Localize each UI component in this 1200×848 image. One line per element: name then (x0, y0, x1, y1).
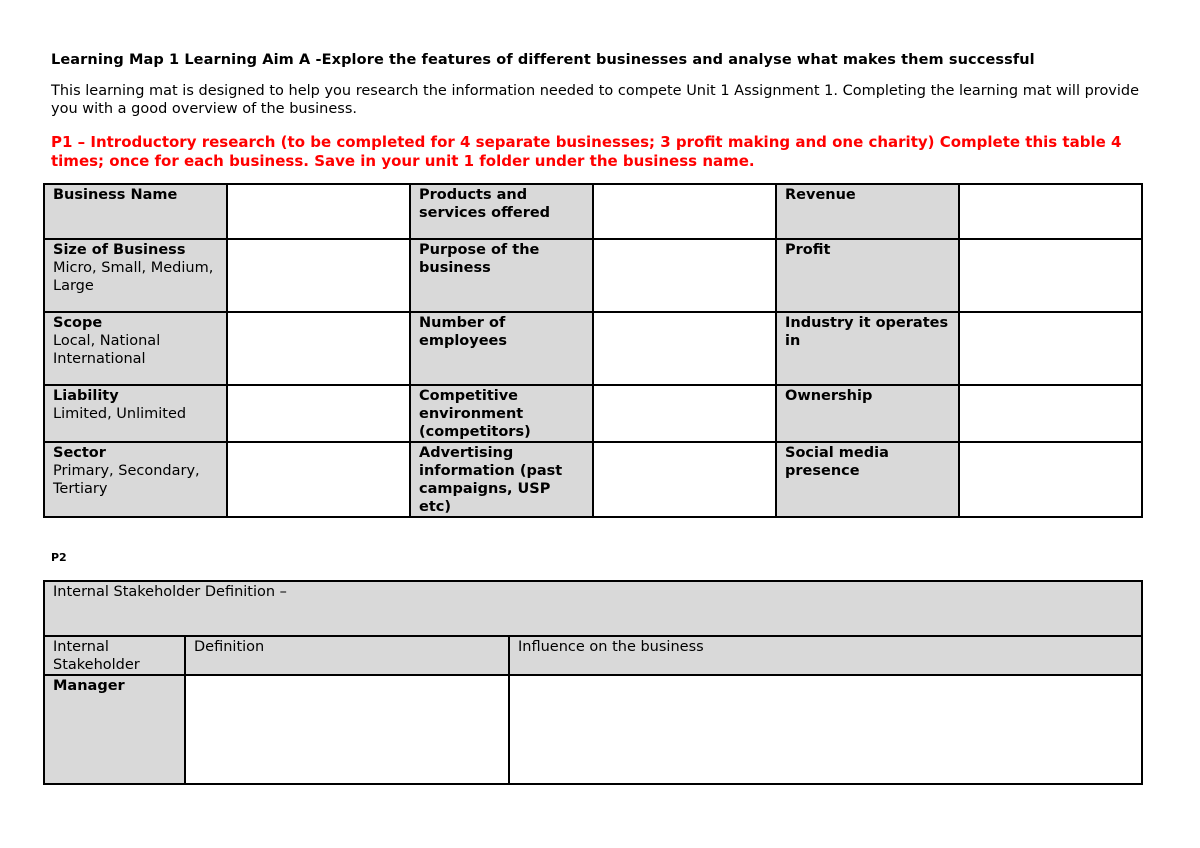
products-services-input-cell[interactable] (593, 184, 776, 239)
p1-instruction: P1 – Introductory research (to be completed for 4 separate businesses; 3 profit making and one charity) Complete this table 4 times; once for each business. Save in your unit 1 folder under the business name. (51, 133, 1122, 170)
social-media-input-cell[interactable] (959, 442, 1142, 517)
table-row (44, 385, 1142, 442)
field-label-size-of-business: Size of Business Micro, Small, Medium, Large (44, 239, 227, 312)
table-row (44, 442, 1142, 517)
table-row (44, 239, 1142, 312)
field-label-social-media: Social media presence (776, 442, 959, 517)
size-of-business-input-cell[interactable] (227, 239, 410, 312)
scope-input-cell[interactable] (227, 312, 410, 385)
p2-stakeholder-table (43, 580, 1143, 785)
profit-input-cell[interactable] (959, 239, 1142, 312)
intro-paragraph: This learning mat is designed to help you research the information needed to compete Unit 1 Assignment 1. Completing the learning mat will provide you with a good overview of the business. (51, 83, 1140, 117)
field-label-ownership: Ownership (776, 385, 959, 442)
field-label-business-name: Business Name (44, 184, 227, 239)
manager-definition-input-cell[interactable] (185, 675, 509, 784)
internal-stakeholder-definition-cell[interactable] (44, 581, 1142, 636)
sector-input-cell[interactable] (227, 442, 410, 517)
table-row (44, 312, 1142, 385)
field-hint: Primary, Secondary, Tertiary (53, 463, 200, 497)
table-header-row (44, 636, 1142, 675)
number-of-employees-input-cell[interactable] (593, 312, 776, 385)
revenue-input-cell[interactable] (959, 184, 1142, 239)
advertising-input-cell[interactable] (593, 442, 776, 517)
table-row (44, 184, 1142, 239)
field-label-products-services: Products and services offered (410, 184, 593, 239)
field-label-scope: Scope Local, National International (44, 312, 227, 385)
field-label-competitive-environment: Competitive environment (competitors) (410, 385, 593, 442)
field-label-advertising: Advertising information (past campaigns, USP etc) (410, 442, 593, 517)
page-title: Learning Map 1 Learning Aim A -Explore the features of different businesses and analyse what makes them successful (51, 52, 1035, 68)
field-label-revenue: Revenue (776, 184, 959, 239)
column-header-stakeholder: Internal Stakeholder (44, 636, 185, 675)
field-label-liability: Liability Limited, Unlimited (44, 385, 227, 442)
ownership-input-cell[interactable] (959, 385, 1142, 442)
column-header-influence: Influence on the business (509, 636, 1142, 675)
field-hint: Micro, Small, Medium, Large (53, 260, 214, 294)
liability-input-cell[interactable] (227, 385, 410, 442)
field-label-number-of-employees: Number of employees (410, 312, 593, 385)
purpose-input-cell[interactable] (593, 239, 776, 312)
table-row (44, 675, 1142, 784)
field-label-sector: Sector Primary, Secondary, Tertiary (44, 442, 227, 517)
column-header-definition: Definition (185, 636, 509, 675)
p2-section-label: P2 (51, 551, 67, 564)
field-label-purpose: Purpose of the business (410, 239, 593, 312)
field-hint: Limited, Unlimited (53, 406, 187, 422)
definition-heading: Internal Stakeholder Definition – (53, 584, 287, 600)
competitive-environment-input-cell[interactable] (593, 385, 776, 442)
business-name-input-cell[interactable] (227, 184, 410, 239)
p1-research-table (43, 183, 1143, 518)
field-label-industry: Industry it operates in (776, 312, 959, 385)
manager-influence-input-cell[interactable] (509, 675, 1142, 784)
industry-input-cell[interactable] (959, 312, 1142, 385)
stakeholder-label-manager: Manager (44, 675, 185, 784)
field-label-profit: Profit (776, 239, 959, 312)
table-row (44, 581, 1142, 636)
field-hint: Local, National International (53, 333, 161, 367)
